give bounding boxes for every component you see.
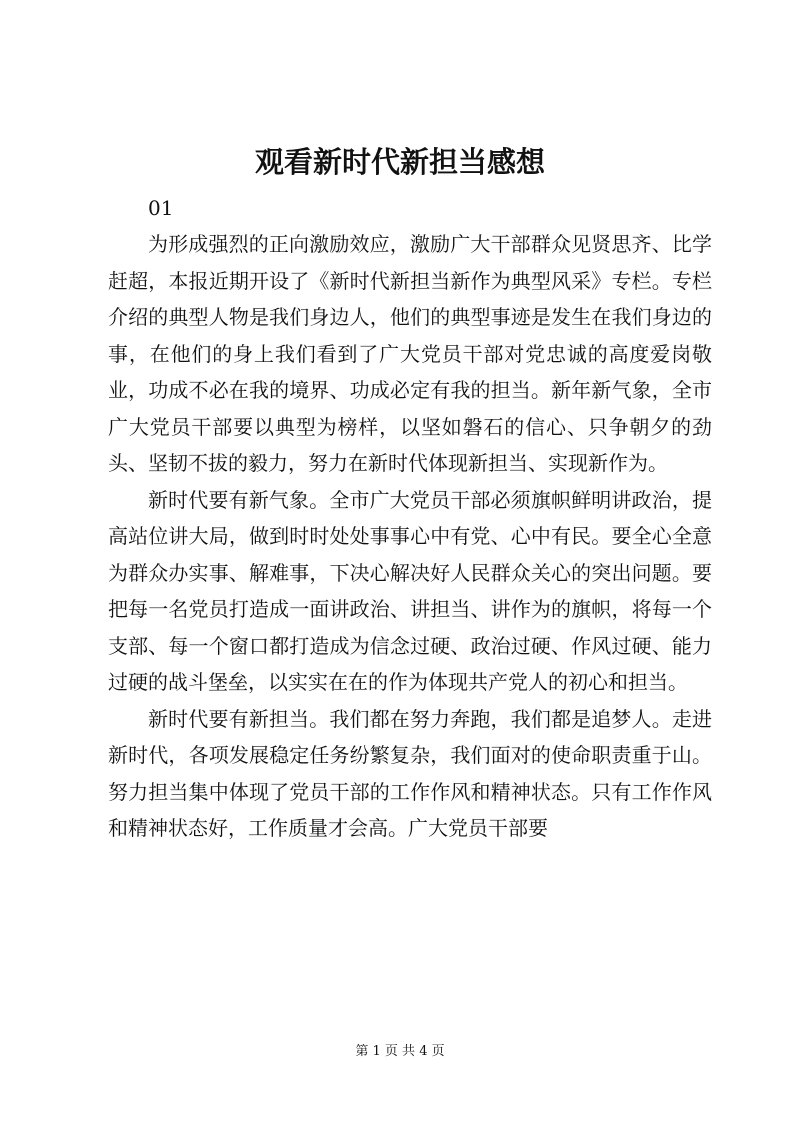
- body-paragraph-2: 新时代要有新气象。全市广大党员干部必须旗帜鲜明讲政治，提高站位讲大局，做到时时处处事事心中有党、心中有民。要全心全意为群众办实事、解难事，下决心解决好人民群众关心的突出问题。要把每一名党员打造成一面讲政治、讲担当、讲作为的旗帜，将每一个支部、每一个窗口都打造成为信念过硬、政治过硬、作风过硬、能力过硬的战斗堡垒，以实实在在的作为体现共产党人的初心和担当。: [108, 487, 712, 694]
- section-number: 01: [148, 196, 174, 220]
- body-paragraph-3: 新时代要有新担当。我们都在努力奔跑，我们都是追梦人。走进新时代，各项发展稳定任务纷繁复杂，我们面对的使命职责重于山。努力担当集中体现了党员干部的工作作风和精神状态。只有工作作风和精神状态好，工作质量才会高。广大党员干部要: [108, 706, 712, 840]
- document-title: 观看新时代新担当感想: [254, 145, 545, 179]
- body-paragraph-1: 为形成强烈的正向激励效应，激励广大干部群众见贤思齐、比学赶超，本报近期开设了《新时代新担当新作为典型风采》专栏。专栏介绍的典型人物是我们身边人，他们的典型事迹是发生在我们身边的事，在他们的身上我们看到了广大党员干部对党忠诚的高度爱岗敬业，功成不必在我的境界、功成必定有我的担当。新年新气象，全市广大党员干部要以典型为榜样，以坚如磐石的信心、只争朝夕的劲头、坚韧不拔的毅力，努力在新时代体现新担当、实现新作为。: [108, 232, 712, 475]
- document-body: [108, 226, 712, 847]
- page-footer: 第 1 页 共 4 页: [355, 1044, 445, 1059]
